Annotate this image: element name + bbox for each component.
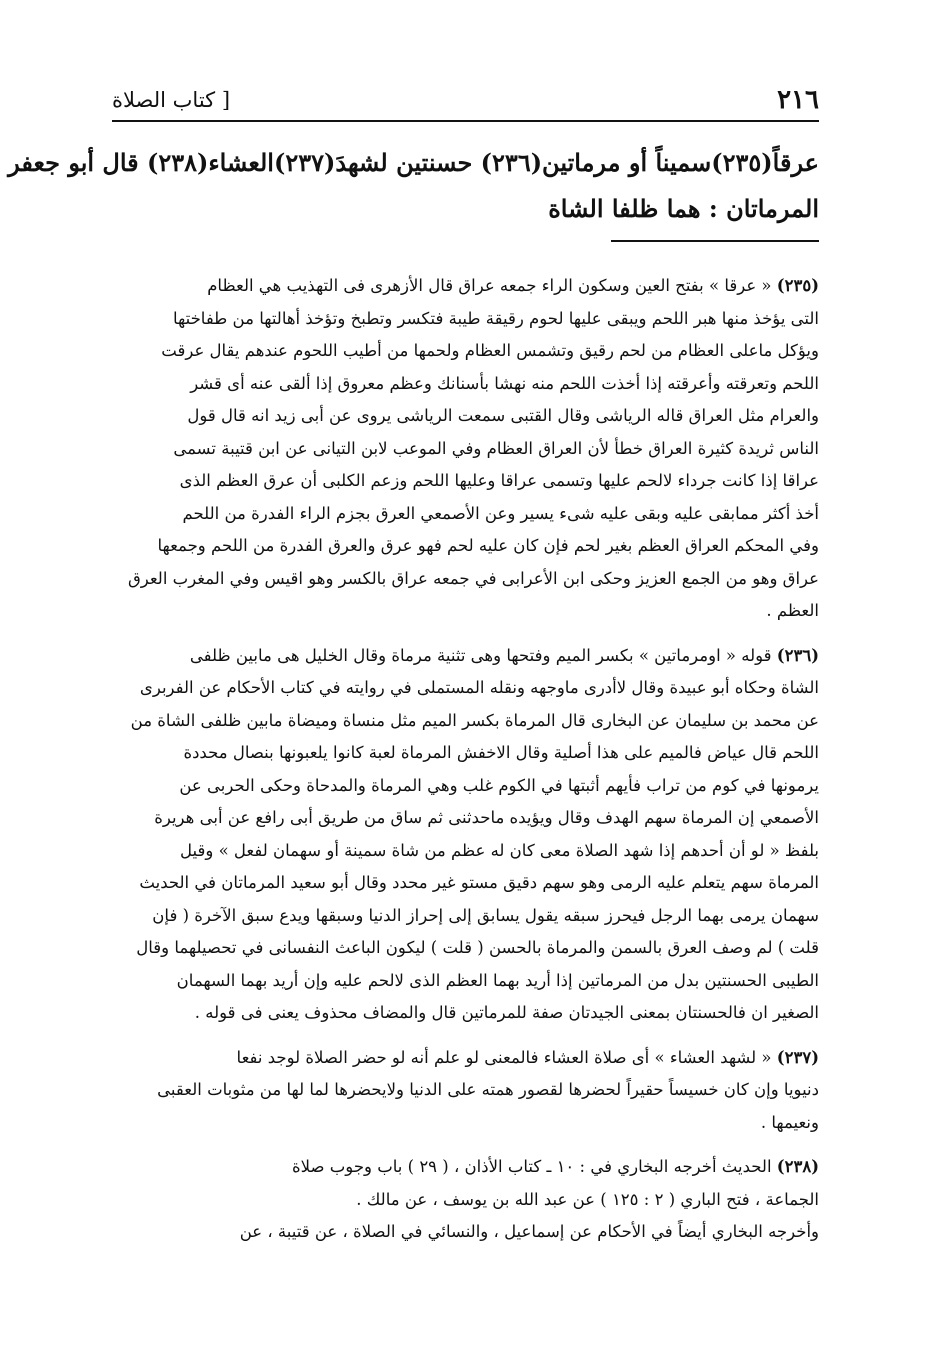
main-text — [8, 140, 819, 232]
footnote-line: ونعيمها . — [760, 1112, 819, 1132]
footnote-line: ويؤكل ماعلى العظام من لحم رقيق وتشمس العظام ولحمها من أطيب اللحوم عندهم يقال عرقت — [161, 341, 819, 360]
footnote-number: (٢٣٨) — [776, 1157, 819, 1176]
footnote-237 — [112, 1042, 819, 1140]
running-title: [ كتاب الصلاة — [112, 88, 231, 112]
footnote-line: أخذ أكثر ممابقى عليه وبقى عليه شىء يسير وعن الأصمعي العرق بجزم الراء الفدرة من اللحم — [182, 503, 819, 523]
footnotes — [112, 270, 819, 1261]
footnote-236 — [112, 640, 819, 1030]
footnote-line: عن محمد بن سليمان عن البخارى قال المرماة بكسر الميم مثل منساة وميضاة مابين ظلفى الشاة من — [130, 710, 819, 730]
footnote-235 — [112, 270, 819, 628]
footnote-line: وفي المحكم العراق العظم بغير لحم فإن كان عليه لحم فهو عرق والعرق الفدرة من اللحم وجمعها — [157, 536, 819, 555]
main-text-line: المرماتان : هما ظلفا الشاة — [548, 194, 819, 223]
footnote-line: التى يؤخذ منها هبر اللحم ويبقى عليها لحوم رقيقة طيبة فتكسر وتطبخ وتؤخذ أهالتها من طفاختها — [172, 308, 819, 328]
footnote-line: المرماة سهم يتعلم عليه الرمى وهو سهم دقيق مستو غير محدد وقال أبو سعيد المرماتان في الحديث — [139, 873, 819, 892]
main-text-line: عرقاً(٢٣٥)سميناً أو مرماتين(٢٣٦) حسنتين لشهدَ(٢٣٧)العشاء(٢٣٨) قال أبو جعفر — [8, 148, 819, 177]
footnote-line: الصغير ان فالحسنتان بمعنى الجيدتان صفة للمرماتين قال والمضاف محذوف يعنى فى قوله . — [194, 1003, 819, 1022]
footnote-line: سهمان يرمى بهما الرجل فيحرز سبقه يقول يسابق إلى إحراز الدنيا وسبقها ويدع سبق الآخرة ( فإن — [152, 905, 819, 925]
footnote-line: اللحم وتعرقته وأعرقته إذا أخذت اللحم منه نهشا بأسنانك وعظم معروق إذا ألقى عنه أى قشر — [190, 373, 819, 393]
footnote-number: (٢٣٦) — [776, 645, 819, 665]
footnote-line: (٢٣٨) الحديث أخرجه البخاري في : ١٠ ـ كتاب الأذان ، ( ٢٩ ) باب وجوب صلاة — [292, 1157, 819, 1176]
footnote-line: (٢٣٦) قوله « اومرماتين » بكسر الميم وفتحها وهى تثنية مرماة وقال الخليل هى مابين ظلفى — [189, 645, 819, 665]
footnote-line: دنيويا وإن كان خسيساً حقيراً لحضرها لقصور همته على الدنيا ولايحضرها لما لها من مثوبات العقبى — [157, 1080, 819, 1099]
footnote-line: الناس ثريدة كثيرة العراق خطأ لأن العراق العظام وفي الموعب لابن التيانى عن ابن قتيبة تسمى — [173, 438, 819, 458]
footnote-line: (٢٣٥) « عرقا » بفتح العين وسكون الراء جمعه عراق قال الأزهرى فى التهذيب هي العظام — [207, 276, 819, 295]
footnote-line: عراقا إذا كانت جرداء لالحم عليها وتسمى عراقا وعليها اللحم وزعم الكلبى أن عرق العظم الذى — [179, 471, 819, 490]
footnote-238 — [112, 1151, 819, 1249]
footnote-line: الأصمعي إن المرماة سهم الهدف وقال ويؤيده ماحدثنى ثم ساق من طريق أبى رافع عن أبى هريرة — [154, 808, 819, 827]
footnote-line: الطيبى الحسنتين بدل من المرماتين إذا أريد بهما العظم الذى لالحم عليه وإن أريد بهما السهمان — [176, 970, 819, 990]
page-header — [112, 80, 819, 122]
footnote-line: قلت ) لم وصف العرق بالسمن والمرماة بالحسن ( قلت ) ليكون الباعث النفسانى في تحصيلهما وقال — [136, 938, 819, 957]
footnote-line: العظم . — [766, 601, 819, 620]
footnote-line: وأخرجه البخاري أيضاً في الأحكام عن إسماعيل ، والنسائي في الصلاة ، عن قتيبة ، عن — [239, 1222, 819, 1241]
footnote-line: اللحم قال عياض فالميم على هذا أصلية وقال الاخفش المرماة لعبة كانوا يلعبونها بنصال محددة — [183, 743, 819, 762]
footnote-line: عراق وهو من الجمع العزيز وحكى ابن الأعرابى في جمعه عراق بالكسر وهو اقيس وفي المغرب العرق — [127, 568, 819, 588]
footnote-line: والعرام مثل العراق قاله الرياشى وقال القتبى سمعت الرياشى يروى عن أبى زيد انه قال قول — [187, 406, 819, 425]
footnote-line: الجماعة ، فتح الباري ( ٢ : ١٢٥ ) عن عبد الله بن يوسف ، عن مالك . — [356, 1189, 819, 1209]
footnote-line: (٢٣٧) « لشهد العشاء » أى صلاة العشاء فالمعنى لو علم أنه لو حضر الصلاة لوجد نفعا — [236, 1047, 819, 1067]
footnote-line: يرمونها في كوم من تراب فأيهم أثبتها في الكوم غلب وهي المرماة والمدحاة وحكى الحربى عن — [179, 775, 819, 795]
footnote-divider — [611, 240, 819, 242]
footnote-number: (٢٣٥) — [776, 276, 819, 295]
footnote-line: بلفظ « لو أن أحدهم إذا شهد الصلاة معى كان له عظم من شاة سمينة أو سهمان لفعل » وقيل — [180, 840, 819, 860]
footnote-number: (٢٣٧) — [776, 1047, 819, 1067]
page-number: ٢١٦ — [777, 85, 819, 115]
footnote-line: الشاة وحكاه أبو عبيدة وقال لاأدرى ماوجهه ونقله المستملى في روايته في كتاب الأحكام عن الفربرى — [139, 678, 819, 697]
